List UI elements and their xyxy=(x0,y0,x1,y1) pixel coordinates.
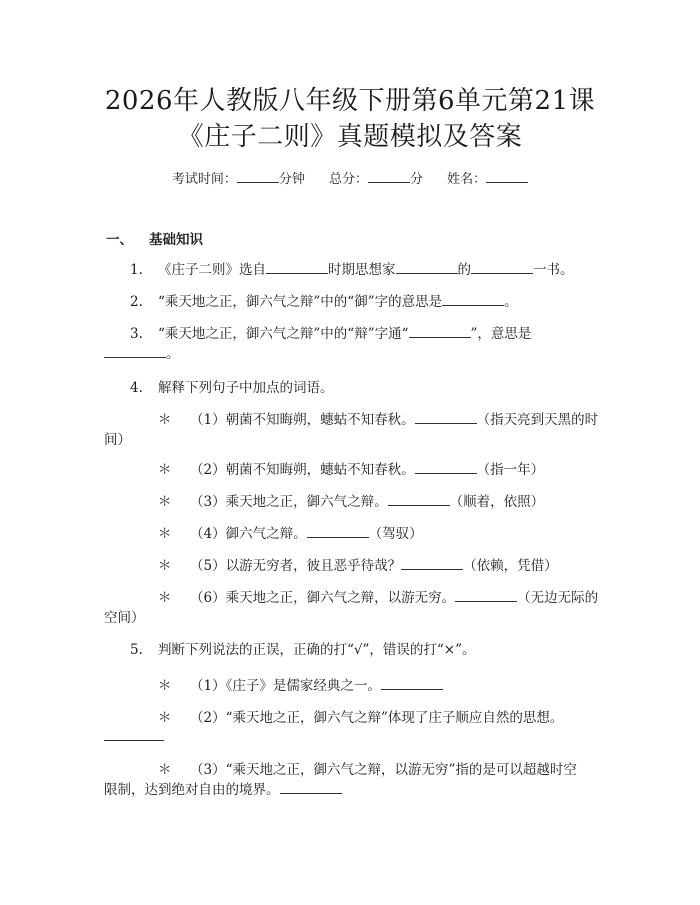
answer-blank xyxy=(442,293,504,306)
question-text: 的 xyxy=(457,262,471,278)
student-name-blank xyxy=(486,170,528,183)
question-3-continued xyxy=(104,344,180,364)
section-title: 基础知识 xyxy=(149,232,203,248)
item-text: （6）乘天地之正，御六气之辩，以游无穷。 xyxy=(190,590,456,606)
question-text: “乘天地之正，御六气之辩”中的“御”字的意思是 xyxy=(158,294,443,310)
bullet-star: ＊ xyxy=(158,762,172,778)
question-text: 。 xyxy=(504,294,518,310)
question-2 xyxy=(130,292,518,312)
bullet-star: ＊ xyxy=(158,494,172,510)
total-score-field xyxy=(329,172,423,187)
total-score-unit: 分 xyxy=(410,172,424,187)
question-text: “乘天地之正，御六气之辩”中的“辩”字通“ xyxy=(158,326,409,342)
answer-blank xyxy=(415,461,477,474)
q4-item-4 xyxy=(158,524,423,544)
item-text: （3）乘天地之正，御六气之辩。 xyxy=(190,494,388,510)
exam-meta-row xyxy=(0,168,700,187)
answer-blank xyxy=(415,411,477,424)
answer-blank xyxy=(104,345,166,358)
exam-time-label: 考试时间： xyxy=(171,172,237,187)
answer-blank xyxy=(401,557,463,570)
question-3 xyxy=(130,324,531,344)
item-text: （3）“乘天地之正，御六气之辩，以游无穷”指的是可以超越时空 xyxy=(190,762,577,778)
q4-item-3 xyxy=(158,492,544,512)
item-hint: （依赖，凭借） xyxy=(463,558,558,574)
bullet-star: ＊ xyxy=(158,412,172,428)
question-text: 《庄子二则》选自 xyxy=(158,262,266,278)
q5-item-2 xyxy=(158,708,563,728)
student-name-field xyxy=(447,172,528,187)
item-text: （4）御六气之辩。 xyxy=(190,526,307,542)
q5-item-1 xyxy=(158,676,443,696)
question-text: 判断下列说法的正误，正确的打“√”，错误的打“×”。 xyxy=(158,642,476,658)
question-number: 4. xyxy=(130,380,143,396)
section-heading xyxy=(106,230,203,250)
q4-item-5 xyxy=(158,556,558,576)
section-number: 一、 xyxy=(106,232,133,248)
item-text: （2）朝菌不知晦朔，蟪蛄不知春秋。 xyxy=(190,462,415,478)
exam-time-field xyxy=(172,172,305,187)
answer-blank xyxy=(266,261,328,274)
answer-blank xyxy=(388,493,450,506)
answer-blank xyxy=(396,261,458,274)
bullet-star: ＊ xyxy=(158,526,172,542)
bullet-star: ＊ xyxy=(158,710,172,726)
student-name-label: 姓名： xyxy=(447,172,487,187)
q4-item-6 xyxy=(158,588,598,608)
total-score-label: 总分： xyxy=(328,172,368,187)
question-text: 一书。 xyxy=(533,262,574,278)
item-text: （1）朝菌不知晦朔，蟪蛄不知春秋。 xyxy=(190,412,415,428)
document-title-line-2: 《庄子二则》真题模拟及答案 xyxy=(177,122,523,152)
bullet-star: ＊ xyxy=(158,462,172,478)
item-text: （5）以游无穷者，彼且恶乎待哉？ xyxy=(190,558,402,574)
question-text: ”，意思是 xyxy=(470,326,532,342)
item-hint: （指天亮到天黑的时 xyxy=(476,412,599,428)
question-number: 5. xyxy=(130,642,143,658)
question-number: 3. xyxy=(130,326,143,342)
question-5 xyxy=(130,640,476,660)
q4-item-6-continued: 空间） xyxy=(104,610,145,626)
document-title-line-1: 2026年人教版八年级下册第6单元第21课 xyxy=(104,86,596,116)
item-hint: （指一年） xyxy=(476,462,545,478)
item-hint: （无边无际的 xyxy=(517,590,599,606)
bullet-star: ＊ xyxy=(158,590,172,606)
answer-blank xyxy=(471,261,533,274)
answer-blank xyxy=(409,325,471,338)
question-text: 时期思想家 xyxy=(328,262,396,278)
answer-blank xyxy=(455,589,517,602)
q5-item-3-continued xyxy=(104,780,342,800)
item-text: 限制，达到绝对自由的境界。 xyxy=(104,782,280,798)
q4-item-1 xyxy=(158,410,598,430)
bullet-star: ＊ xyxy=(158,558,172,574)
q4-item-2 xyxy=(158,460,544,480)
question-4 xyxy=(130,378,334,398)
item-hint: （驾驭） xyxy=(368,526,423,542)
total-score-blank xyxy=(368,170,410,183)
item-text: （2）“乘天地之正，御六气之辩”体现了庄子顺应自然的思想。 xyxy=(190,710,564,726)
item-hint: （顺着，依照） xyxy=(449,494,545,510)
exam-time-unit: 分钟 xyxy=(278,172,305,187)
bullet-star: ＊ xyxy=(158,678,172,694)
item-text: （1）《庄子》是儒家经典之一。 xyxy=(190,678,381,694)
answer-blank xyxy=(280,781,342,794)
question-text: 。 xyxy=(166,346,180,362)
question-1 xyxy=(130,260,574,280)
q4-item-1-continued: 间） xyxy=(104,432,131,448)
question-number: 2. xyxy=(130,294,143,310)
question-text: 解释下列句子中加点的词语。 xyxy=(158,380,334,396)
q5-item-3 xyxy=(158,760,577,780)
answer-blank xyxy=(381,677,443,690)
question-number: 1. xyxy=(130,262,143,278)
answer-blank xyxy=(104,740,164,741)
exam-time-blank xyxy=(237,170,279,183)
answer-blank xyxy=(307,525,369,538)
